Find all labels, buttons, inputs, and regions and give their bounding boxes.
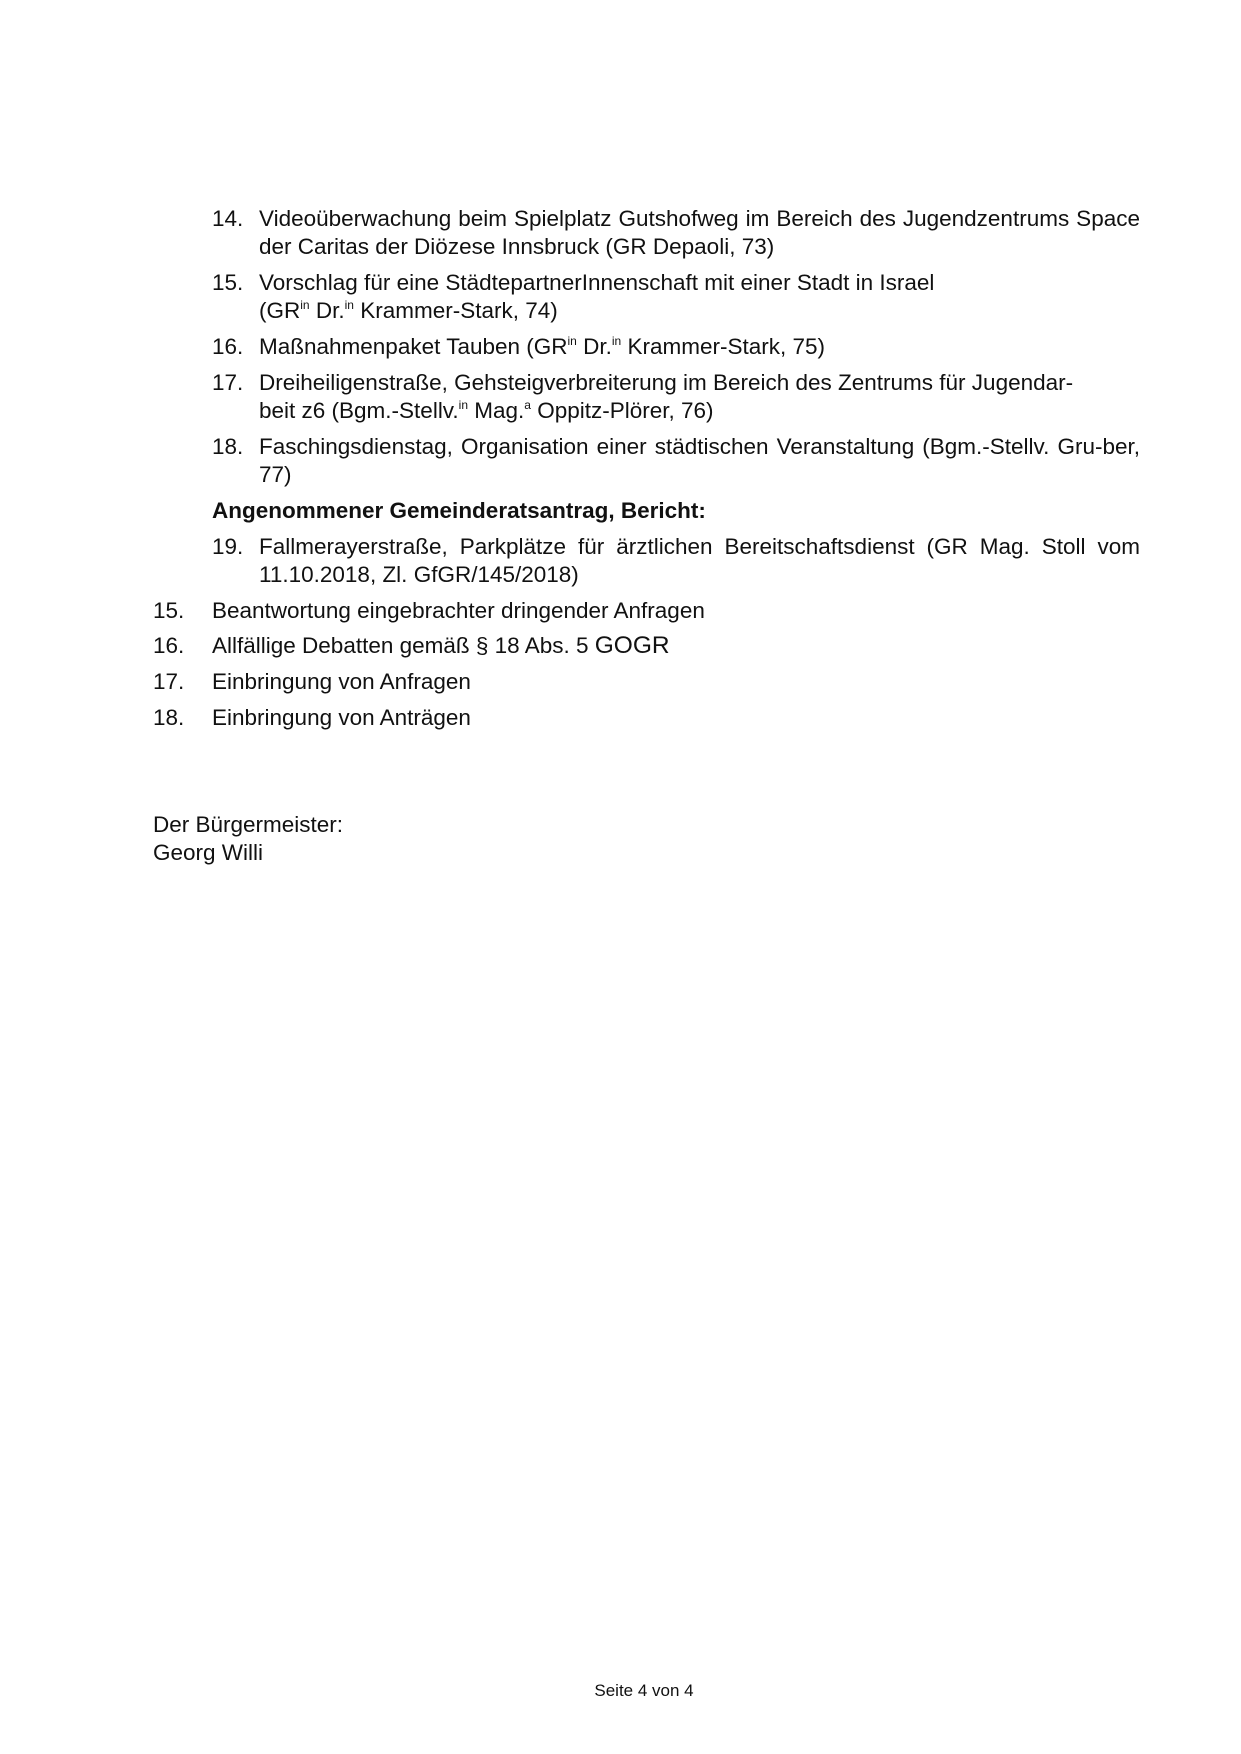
item-number: 17. <box>153 669 185 694</box>
item-number: 15. <box>212 270 244 295</box>
item-text: Beantwortung eingebrachter dringender Anfragen <box>212 598 705 623</box>
signature-name: Georg Willi <box>153 840 264 865</box>
agenda-item-18 <box>153 704 471 732</box>
item-text: Faschingsdienstag, Organisation einer städtischen Veranstaltung (Bgm.-Stellv. Gru-ber, 77) <box>259 434 1140 487</box>
agenda-item-15 <box>153 597 705 625</box>
item-number: 16. <box>212 334 244 359</box>
item-number: 17. <box>212 370 244 395</box>
item-text: Videoüberwachung beim Spielplatz Gutshofweg im Bereich des Jugendzentrums Space der Caritas der Diözese Innsbruck (GR Depaoli, 73) <box>259 206 1140 259</box>
signature-block <box>153 811 343 867</box>
item-text: Fallmerayerstraße, Parkplätze für ärztlichen Bereitschaftsdienst (GR Mag. Stoll vom 11.10.2018, Zl. GfGR/145/2018) <box>259 534 1140 587</box>
item-number: 16. <box>153 633 185 658</box>
item-number: 18. <box>212 434 244 459</box>
item-number: 18. <box>153 705 185 730</box>
agenda-item-16 <box>153 632 670 660</box>
agenda-subitem-14 <box>212 205 1140 261</box>
item-text: Einbringung von Anfragen <box>212 669 471 694</box>
agenda-subitem-19 <box>212 533 1140 589</box>
agenda-item-17 <box>153 668 471 696</box>
section-heading: Angenommener Gemeinderatsantrag, Bericht: <box>212 498 706 523</box>
signature-title: Der Bürgermeister: <box>153 812 344 837</box>
agenda-subitem-18 <box>212 433 1140 489</box>
item-text: Allfällige Debatten gemäß § 18 Abs. 5 GOGR <box>212 632 670 659</box>
item-number: 19. <box>212 534 244 559</box>
agenda-subitem-16 <box>212 333 1140 361</box>
item-text: Maßnahmenpaket Tauben ($GR^{in}$ Dr.$^{in}$ Krammer-Stark, 75) <box>259 334 826 359</box>
agenda-subitem-17 <box>212 369 1140 425</box>
page-footer: Seite 4 von 4 <box>594 1681 694 1700</box>
item-text: Einbringung von Anträgen <box>212 705 471 730</box>
item-text: Vorschlag für eine StädtepartnerInnenschaft mit einer Stadt in Israel ($GR^{in}$ Dr.$^{in}$ Krammer-Stark, 74) <box>259 270 935 323</box>
item-number: 14. <box>212 206 244 231</box>
agenda-subitem-15 <box>212 269 1140 325</box>
item-text: Dreiheiligenstraße, Gehsteigverbreiterung im Bereich des Zentrums für Jugendar- beit z6 (Bgm.-Stellv.$^{in}$ Mag.$^a$ Oppitz-Plörer, 76) <box>259 370 1074 423</box>
item-number: 15. <box>153 598 185 623</box>
